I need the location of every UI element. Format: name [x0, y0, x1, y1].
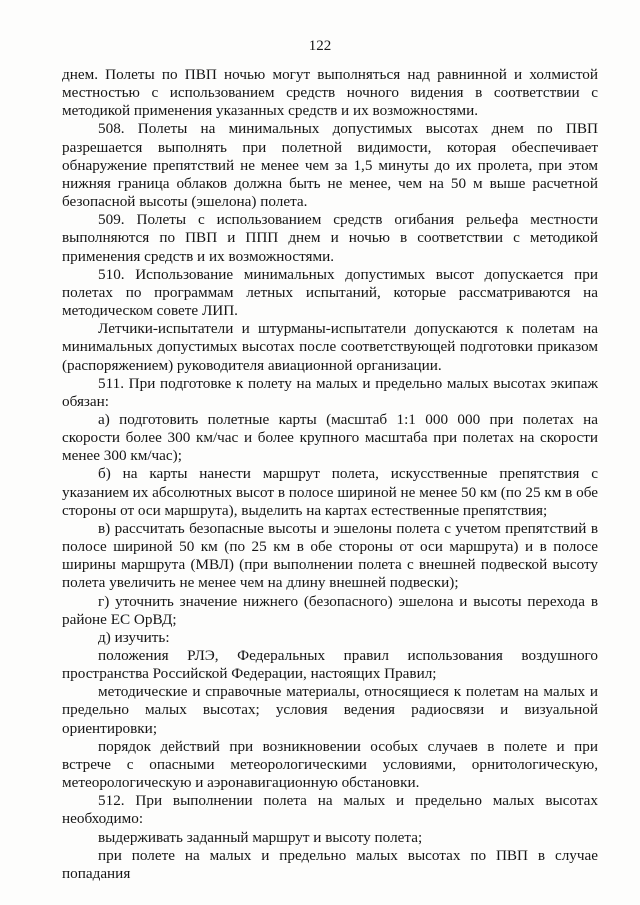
paragraph-test-pilots: Летчики-испытатели и штурманы-испытатели допускаются к полетам на минимальных допустимых высотах после соответствующей подготовки приказом (распоряжением) руководителя авиационной организации.	[62, 320, 598, 374]
list-item-d: д) изучить:	[98, 628, 170, 646]
list-item-a: а) подготовить полетные карты (масштаб 1:1 000 000 при полетах на скорости более 300 км/час и более крупного масштаба при полетах на скорости менее 300 км/час);	[62, 410, 598, 465]
list-item-b: б) на карты нанести маршрут полета, искусственные препятствия с указанием их абсолютных высот в полосе шириной не менее 50 км (по 25 км в обе стороны от оси маршрута), выделить на картах естественные препятствия;	[62, 465, 598, 519]
paragraph-continuation: днем. Полеты по ПВП ночью могут выполняться над равнинной и холмистой местностью с использованием средств ночного видения в соответствии с методикой применения указанных средств и их возможностями.	[62, 66, 598, 120]
requirement-route: выдерживать заданный маршрут и высоту полета;	[98, 828, 423, 846]
study-item-regulations: положения РЛЭ, Федеральных правил использования воздушного пространства Российской Федерации, настоящих Правил;	[62, 647, 598, 683]
paragraph-511: 511. При подготовке к полету на малых и предельно малых высотах экипаж обязан:	[62, 374, 598, 410]
paragraph-509: 509. Полеты с использованием средств огибания рельефа местности выполняются по ПВП и ППП днем и ночью в соответствии с методикой применения средств и их возможностями.	[62, 211, 598, 265]
document-body	[62, 66, 598, 883]
requirement-vfr: при полете на малых и предельно малых высотах по ПВП в случае попадания	[62, 846, 598, 882]
study-item-materials: методические и справочные материалы, относящиеся к полетам на малых и предельно малых высотах; условия ведения радиосвязи и визуальной ориентировки;	[62, 683, 598, 737]
page-number: 122	[308, 38, 332, 54]
paragraph-508: 508. Полеты на минимальных допустимых высотах днем по ПВП разрешается выполнять при полетной видимости, которая обеспечивает обнаружение препятствий не менее чем за 1,5 минуты до их пролета, при этом нижняя граница облаков должна быть не менее, чем на 50 м выше расчетной безопасной высоты (эшелона) полета.	[62, 120, 598, 211]
list-item-g: г) уточнить значение нижнего (безопасного) эшелона и высоты перехода в районе ЕС ОрВД;	[62, 592, 598, 628]
study-item-procedures: порядок действий при возникновении особых случаев в полете и при встрече с опасными метеорологическими условиями, орнитологическую, метеорологическую и аэронавигационную обстановки.	[62, 737, 598, 792]
list-item-v: в) рассчитать безопасные высоты и эшелоны полета с учетом препятствий в полосе шириной 50 км (по 25 км в обе стороны от оси маршрута) и в полосе ширины маршрута (МВЛ) (при выполнении полета с внешней подвеской высоту полета увеличить не менее чем на длину внешней подвески);	[62, 519, 598, 592]
paragraph-510: 510. Использование минимальных допустимых высот допускается при полетах по программам летных испытаний, которые рассматриваются на методическом совете ЛИП.	[62, 265, 598, 320]
paragraph-512: 512. При выполнении полета на малых и предельно малых высотах необходимо:	[62, 792, 598, 828]
